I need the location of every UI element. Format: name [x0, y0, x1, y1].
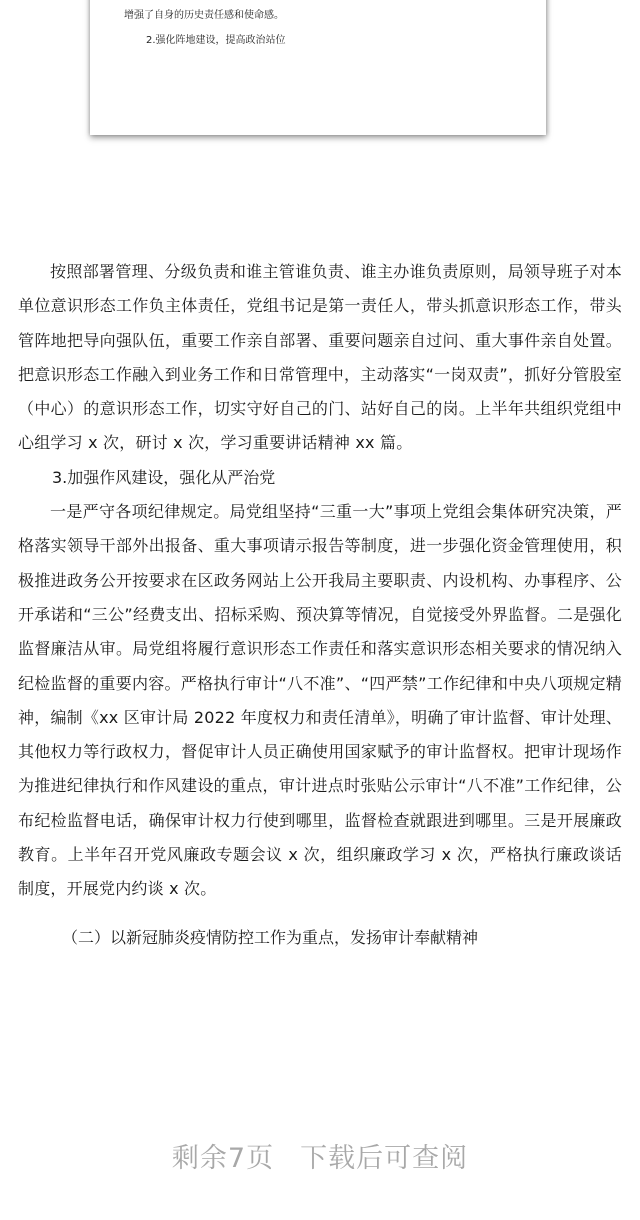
remaining-pages-label: 剩余7页 — [171, 1143, 275, 1174]
remaining-pages-banner[interactable] — [0, 1136, 640, 1175]
download-prompt: 下载后可查阅 — [300, 1143, 469, 1174]
preview-line: 增强了自身的历史责任感和使命感。 — [124, 10, 284, 21]
preview-heading: 2.强化阵地建设，提高政治站位 — [146, 35, 286, 46]
section-heading-3: 3.加强作风建设，强化从严治党 — [52, 467, 276, 487]
section-heading-2: （二）以新冠肺炎疫情防控工作为重点，发扬审计奉献精神 — [62, 927, 479, 947]
document-page-preview — [90, 0, 546, 135]
paragraph-responsibility: 按照部署管理、分级负责和谁主管谁负责、谁主办谁负责原则，局领导班子对本单位意识形态工作负主体责任，党组书记是第一责任人，带头抓意识形态工作，带头管阵地把导向强队伍，重要工作亲自部署、重要问题亲自过问、重大事件亲自处置。把意识形态工作融入到业务工作和日常管理中，主动落实“一岗双责”，抓好分管股室（中心）的意识形态工作，切实守好自己的门、站好自己的岗。上半年共组织党组中心组学习 x 次，研讨 x 次，学习重要讲话精神 xx 篇。 — [18, 262, 622, 453]
document-body — [0, 255, 640, 955]
paragraph-discipline: 一是严守各项纪律规定。局党组坚持“三重一大”事项上党组会集体研究决策，严格落实领导干部外出报备、重大事项请示报告等制度，进一步强化资金管理使用，积极推进政务公开按要求在区政务网站上公开我局主要职责、内设机构、办事程序、公开承诺和“三公”经费支出、招标采购、预决算等情况，自觉接受外界监督。二是强化监督廉洁从审。局党组将履行意识形态工作责任和落实意识形态相关要求的情况纳入纪检监督的重要内容。严格执行审计“八不准”、“四严禁”工作纪律和中央八项规定精神，编制《xx 区审计局 2022 年度权力和责任清单》，明确了审计监督、审计处理、其他权力等行政权力，督促审计人员正确使用国家赋予的审计监督权。把审计现场作为推进纪律执行和作风建设的重点，审计进点时张贴公示审计“八不准”工作纪律，公布纪检监督电话，确保审计权力行使到哪里，监督检查就跟进到哪里。三是开展廉政教育。上半年召开党风廉政专题会议 x 次，组织廉政学习 x 次，严格执行廉政谈话制度，开展党内约谈 x 次。 — [18, 502, 622, 899]
